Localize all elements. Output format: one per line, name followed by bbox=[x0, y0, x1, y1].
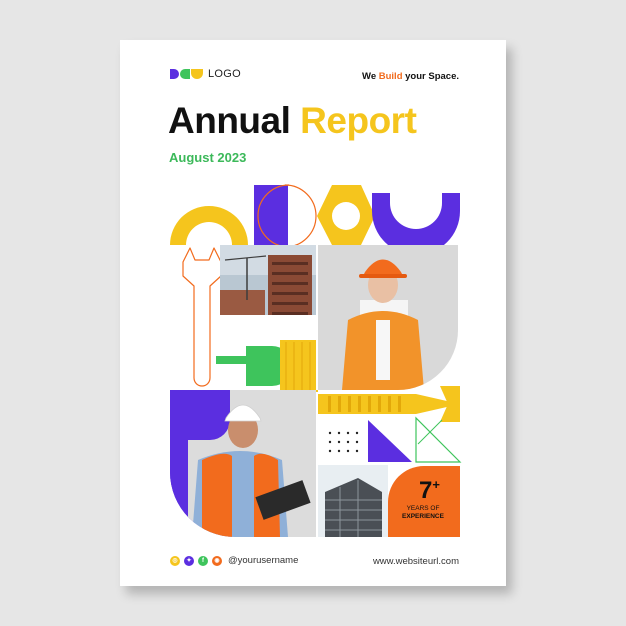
dot-grid-pattern bbox=[329, 432, 358, 452]
tagline-pre: We bbox=[362, 71, 379, 82]
logo-text: LOGO bbox=[208, 68, 241, 80]
tagline-highlight: Build bbox=[378, 71, 403, 82]
wrench-icon bbox=[183, 248, 221, 386]
badge-caption-line2: EXPERIENCE bbox=[402, 513, 444, 520]
construction-site-photo bbox=[220, 245, 316, 340]
username-label: @yourusername bbox=[228, 555, 299, 566]
badge-caption bbox=[388, 505, 458, 521]
title-accent: Report bbox=[300, 100, 417, 141]
bolt-icon bbox=[318, 386, 460, 422]
purple-triangle-shape bbox=[368, 420, 412, 462]
linkedin-icon[interactable]: ◉ bbox=[212, 556, 222, 566]
social-footer bbox=[170, 555, 298, 566]
man-engineer-photo bbox=[170, 390, 316, 537]
yellow-arch-shape bbox=[170, 206, 248, 245]
woman-engineer-photo bbox=[318, 245, 458, 390]
website-link[interactable]: www.websiteurl.com bbox=[372, 556, 459, 567]
instagram-icon[interactable]: ◎ bbox=[170, 556, 180, 566]
badge-number: 7+ bbox=[419, 477, 440, 504]
tagline-post: your Space. bbox=[402, 71, 459, 82]
hex-nut-icon bbox=[317, 185, 375, 245]
report-date: August 2023 bbox=[169, 150, 247, 165]
paint-brush-icon bbox=[216, 340, 318, 392]
building-photo bbox=[318, 465, 388, 537]
badge-caption-line1: YEARS OF bbox=[406, 505, 440, 512]
twitter-icon[interactable]: ✦ bbox=[184, 556, 194, 566]
report-cover bbox=[120, 40, 506, 586]
facebook-icon[interactable]: f bbox=[198, 556, 208, 566]
title-main: Annual bbox=[168, 100, 291, 141]
